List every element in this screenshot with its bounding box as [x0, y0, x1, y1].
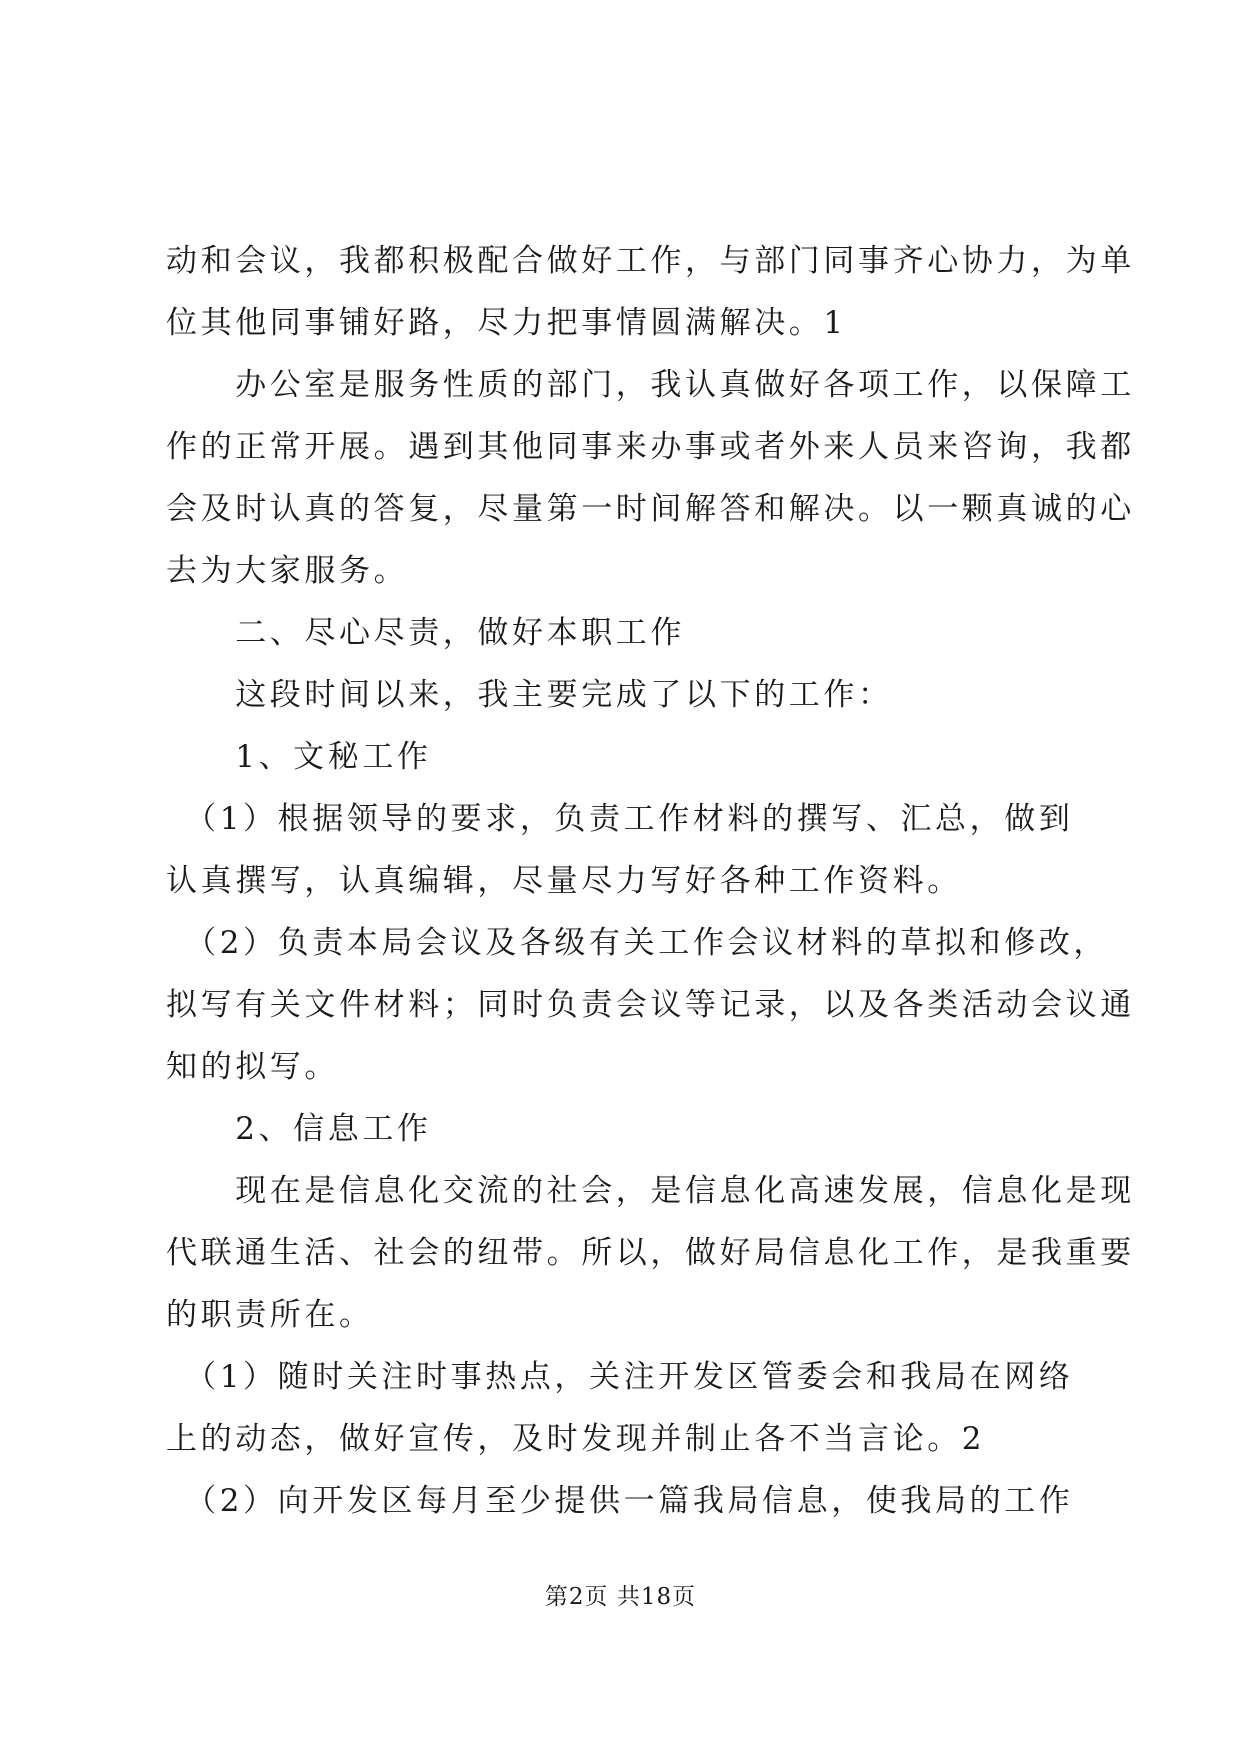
text-line: 认真撰写，认真编辑，尽量尽力写好各种工作资料。 — [166, 863, 962, 899]
text-line: 代联通生活、社会的纽带。所以，做好局信息化工作，是我重要 — [166, 1235, 1135, 1271]
text-line: 知的拟写。 — [166, 1049, 339, 1085]
text-line: 动和会议，我都积极配合做好工作，与部门同事齐心协力，为单 — [166, 243, 1135, 279]
text-line: （2）向开发区每月至少提供一篇我局信息，使我局的工作 — [166, 1483, 1074, 1519]
text-line: 拟写有关文件材料；同时负责会议等记录，以及各类活动会议通 — [166, 987, 1135, 1023]
subsection-heading: 1、文秘工作 — [166, 739, 432, 775]
page-footer — [0, 1582, 1241, 1612]
text-line: 现在是信息化交流的社会，是信息化高速发展，信息化是现 — [166, 1173, 1135, 1209]
text-line: （2）负责本局会议及各级有关工作会议材料的草拟和修改， — [166, 925, 1109, 961]
text-line: 会及时认真的答复，尽量第一时间解答和解决。以一颗真诚的心 — [166, 491, 1135, 527]
text-line: 作的正常开展。遇到其他同事来办事或者外来人员来咨询，我都 — [166, 429, 1135, 465]
text-line: （1）根据领导的要求，负责工作材料的撰写、汇总，做到 — [166, 801, 1074, 837]
subsection-heading: 2、信息工作 — [166, 1111, 432, 1147]
text-line: （1）随时关注时事热点，关注开发区管委会和我局在网络 — [166, 1359, 1074, 1395]
section-heading: 二、尽心尽责，做好本职工作 — [166, 615, 685, 651]
text-line: 去为大家服务。 — [166, 553, 409, 589]
text-line: 的职责所在。 — [166, 1297, 374, 1333]
text-line: 位其他同事铺好路，尽力把事情圆满解决。1 — [166, 305, 847, 341]
text-line: 这段时间以来，我主要完成了以下的工作： — [166, 677, 893, 713]
page-number: 第2页 共18页 — [544, 1584, 697, 1610]
text-line: 办公室是服务性质的部门，我认真做好各项工作，以保障工 — [166, 367, 1135, 403]
document-body — [166, 230, 1135, 1532]
text-line: 上的动态，做好宣传，及时发现并制止各不当言论。2 — [166, 1421, 986, 1457]
